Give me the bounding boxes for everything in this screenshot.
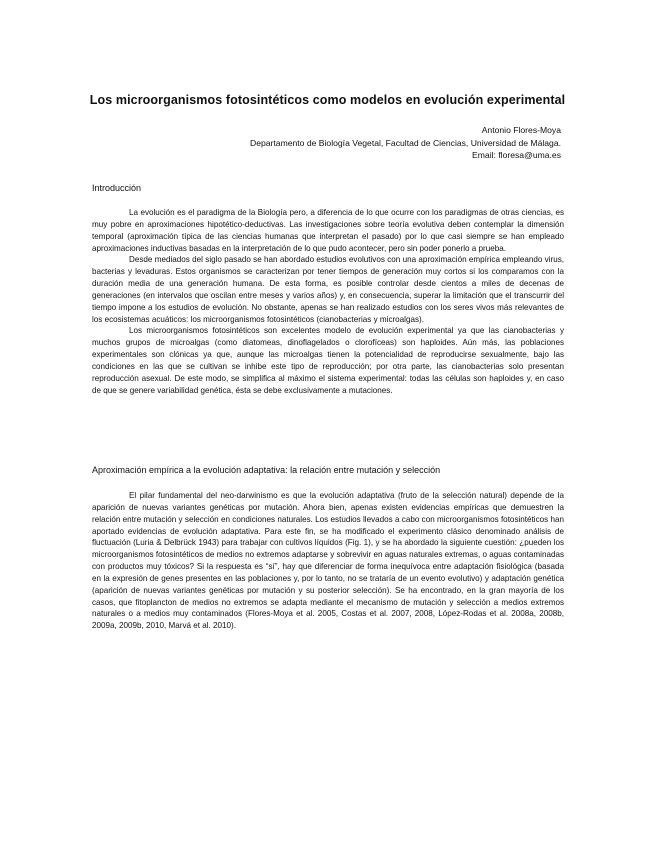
author-affiliation: Departamento de Biología Vegetal, Facultad de Ciencias, Universidad de Málaga. (250, 137, 561, 148)
paragraph: Desde mediados del siglo pasado se han abordado estudios evolutivos con una aproximación empírica empleando virus, bacterias y levaduras. Estos organismos se caracterizan por tener tiempos de generación muy cortos si los comparamos con la duración media de una generación humana. De esta forma, es posible controlar desde cientos a miles de decenas de generaciones (en intervalos que oscilan entre meses y varios años) y, en consecuencia, superar la limitación que el transcurrir del tiempo impone a los estudios de evolución. No obstante, apenas se han realizado estudios con los seres vivos más relevantes de los ecosistemas acuáticos: los microorganismos fotosintéticos (cianobacterias y microalgas). (92, 255, 564, 324)
author-block (250, 124, 561, 162)
paragraph: El pilar fundamental del neo-darwinismo es que la evolución adaptativa (fruto de la selección natural) depende de la aparición de nuevas variantes genéticas por mutación. Ahora bien, apenas existen evidencias empíricas que demuestren la relación entre mutación y selección en condiciones naturales. Los estudios llevados a cabo con microorganismos fotosintéticos han aportado evidencias de evolución adaptativa. Para este fin, se ha modificado el experimento clásico denominado análisis de fluctuación (Luria & Delbrück 1943) para trabajar con cultivos líquidos (Fig. 1), y se ha abordado la siguiente cuestión: ¿pueden los microorganismos fotosintéticos de medios no extremos adaptarse y sobrevivir en aguas naturales extremas, o aguas contaminadas con productos muy tóxicos? Si la respuesta es “sí”, hay que diferenciar de forma inequívoca entre adaptación fisiológica (basada en la expresión de genes presentes en las poblaciones y, por lo tanto, no se trataría de un evento evolutivo) y adaptación genética (aparición de nuevas variantes genéticas por mutación y su posterior selección). Se ha encontrado, en la gran mayoría de los casos, que fitoplancton de medios no extremos se adapta mediante el mecanismo de mutación y selección a medios extremos naturales o a medios muy contaminados (Flores-Moya et al. 2005, Costas et al. 2007, 2008, López-Rodas et al. 2008a, 2008b, 2009a, 2009b, 2010, Marvá et al. 2010). (92, 491, 564, 631)
author-name: Antonio Flores-Moya (481, 125, 561, 135)
section-heading-adaptive-evolution: Aproximación empírica a la evolución adaptativa: la relación entre mutación y selección (92, 465, 441, 475)
section-heading-introduction: Introducción (92, 183, 142, 193)
paragraph: Los microorganismos fotosintéticos son excelentes modelo de evolución experimental ya que las cianobacterias y muchos grupos de microalgas (como diatomeas, dinoflagelados o clorofíceas) son haploides. Aún más, las poblaciones experimentales son clónicas ya que, aunque las microalgas tienen la potencialidad de reproducirse sexualmente, bajo las condiciones en las que se cultivan se inhibe este tipo de reproducción; por otra parte, las cianobacterias solo presentan reproducción asexual. De este modo, se simplifica al máximo el sistema experimental: todas las células son haploides y, en caso de que se genere variabilidad genética, ésta se debe exclusivamente a mutaciones. (92, 326, 564, 395)
adaptive-evolution-body (92, 490, 564, 632)
paragraph: La evolución es el paradigma de la Biología pero, a diferencia de lo que ocurre con los paradigmas de otras ciencias, es muy pobre en aproximaciones hipotético-deductivas. Las investigaciones sobre teoría evolutiva deben contemplar la dimensión temporal (aproximación típica de las ciencias humanas que interpretan el pasado) por lo que casi siempre se han empleado aproximaciones inductivas basadas en la interpretación de lo que pudo acontecer, pero sin poder ponerlo a prueba. (92, 208, 564, 253)
introduction-body (92, 207, 564, 397)
paper-title: Los microorganismos fotosintéticos como modelos en evolución experimental (89, 93, 566, 107)
author-email: Email: floresa@uma.es (472, 150, 561, 160)
